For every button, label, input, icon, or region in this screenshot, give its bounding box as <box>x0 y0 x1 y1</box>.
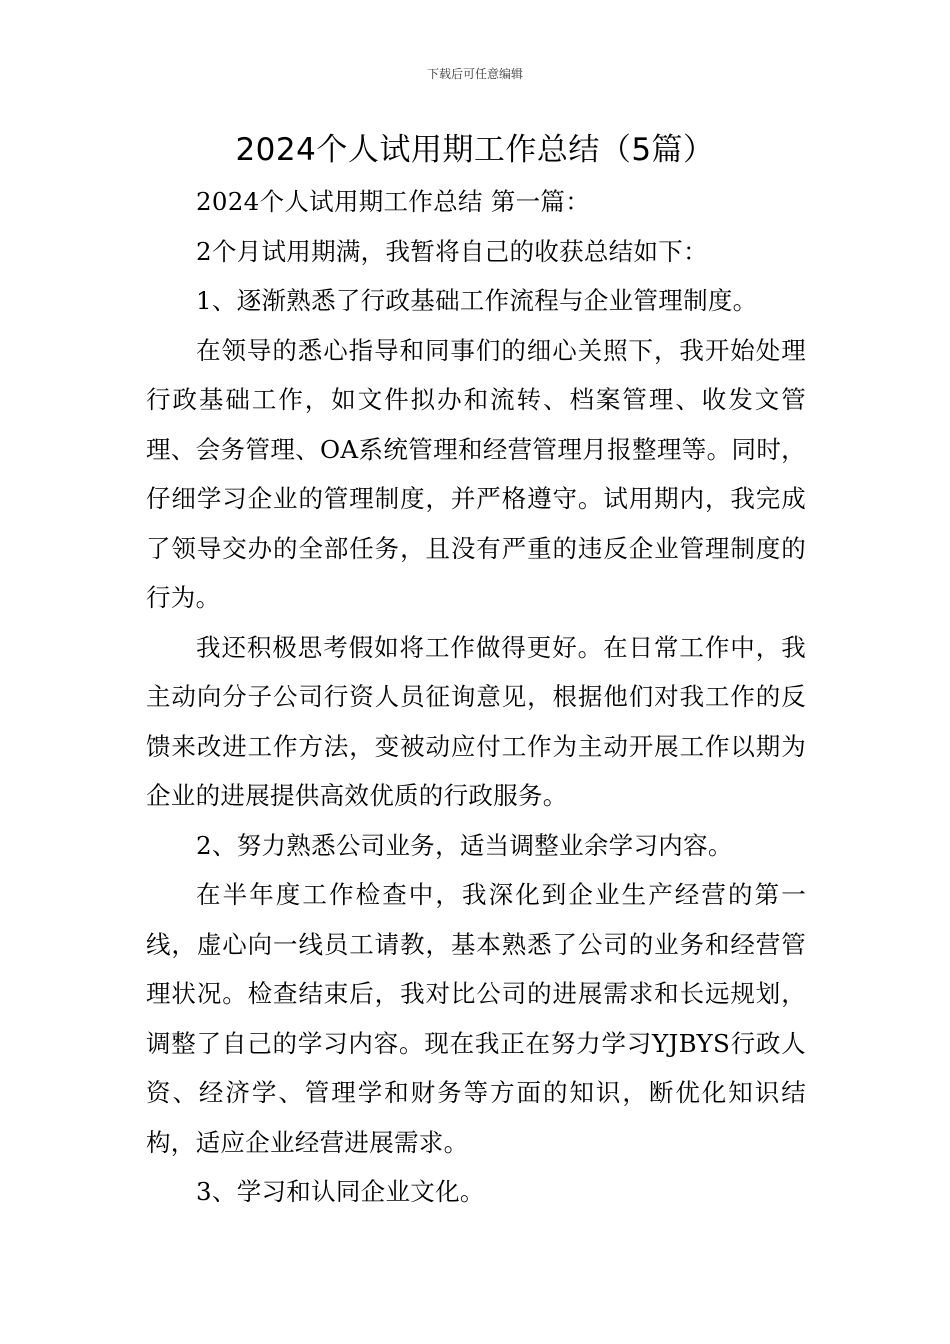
document-body <box>146 177 806 1217</box>
intro-paragraph: 2个月试用期满，我暂将自己的收获总结如下： <box>196 236 708 266</box>
point-heading-2: 2、努力熟悉公司业务，适当调整业余学习内容。 <box>196 830 733 860</box>
page-header-note: 下载后可任意编辑 <box>426 67 523 81</box>
document-title: 2024个人试用期工作总结（5篇） <box>235 132 715 168</box>
section-heading-first: 2024个人试用期工作总结 第一篇： <box>196 187 591 216</box>
point-heading-1: 1、逐渐熟悉了行政基础工作流程与企业管理制度。 <box>196 286 758 315</box>
paragraph-improve-work: 我还积极思考假如将工作做得更好。在日常工作中，我主动向分子公司行资人员征询意见，根据他们对我工作的反馈来改进工作方法，变被动应付工作为主动开展工作以期为企业的进展提供高效优质的行政服务。 <box>146 632 806 810</box>
point-heading-3: 3、学习和认同企业文化。 <box>196 1177 485 1206</box>
paragraph-business-study: 在半年度工作检查中，我深化到企业生产经营的第一线，虚心向一线员工请教，基本熟悉了公司的业务和经营管理状况。检查结束后，我对比公司的进展需求和长远规划，调整了自己的学习内容。现在我正在努力学习YJBYS行政人资、经济学、管理学和财务等方面的知识，断优化知识结构，适应企业经营进展需求。 <box>146 880 806 1157</box>
paragraph-admin-work: 在领导的悉心指导和同事们的细心关照下，我开始处理行政基础工作，如文件拟办和流转、档案管理、收发文管理、会务管理、OA系统管理和经营管理月报整理等。同时，仔细学习企业的管理制度，并严格遵守。试用期内，我完成了领导交办的全部任务，且没有严重的违反企业管理制度的行为。 <box>146 335 806 612</box>
